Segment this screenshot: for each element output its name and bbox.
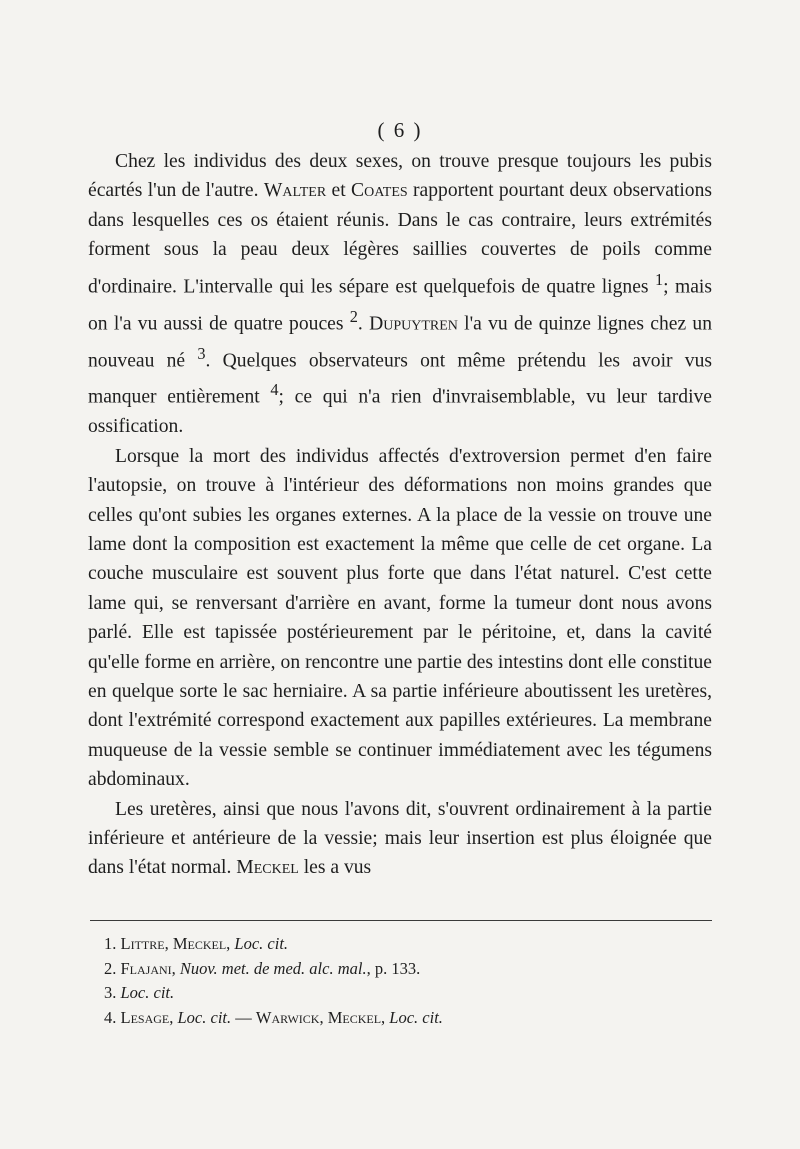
text-run: et — [326, 180, 352, 202]
text-run: Chez les individus des deux sexes, on trouve presque toujours les pubis écartés l'un de l'autre. — [88, 151, 712, 202]
text-run: , — [381, 1007, 390, 1027]
footnote — [104, 957, 704, 982]
footnote — [104, 932, 704, 957]
text-run: 3. — [104, 983, 121, 1002]
footnote-marker: 4 — [270, 380, 279, 400]
text-run: , — [226, 934, 235, 953]
footnote-marker: 2 — [349, 306, 358, 326]
footnote-marker: 1 — [654, 269, 664, 289]
italic-text: Nuov. met. de med. alc. mal. — [179, 958, 367, 978]
footnote-divider — [90, 920, 712, 921]
paragraph — [88, 442, 712, 795]
text-run: , — [319, 1007, 328, 1027]
text-run: l'a vu de quinze lignes chez un nouveau né — [88, 313, 713, 372]
author-name: Meckel — [327, 1007, 382, 1027]
footnotes — [104, 932, 704, 1030]
author-name: Lesage — [120, 1007, 170, 1027]
text-run: 4. — [104, 1007, 121, 1027]
text-run: 2. — [104, 958, 121, 978]
text-run: — — [231, 1007, 256, 1027]
text-run: rapportent pourtant deux observations dans lesquelles ces os étaient réunis. Dans le cas contraire, leurs extrémités forment sous la peau deux légères saillies couvertes de poils comme d'ordinaire. L'intervalle qui les sépare est quelquefois de quatre lignes — [88, 180, 713, 298]
text-run: ; mais on l'a vu aussi de quatre pouces — [88, 276, 712, 335]
text-run: , — [169, 1007, 178, 1027]
text-run: Les uretères, ainsi que nous l'avons dit, s'ouvrent ordinairement à la partie inférieure et antérieure de la vessie; mais leur insertion est plus éloignée que dans l'état normal. — [88, 798, 712, 879]
text-run: , — [171, 958, 180, 978]
text-run: . — [357, 313, 370, 335]
text-run: 1. — [104, 934, 121, 953]
footnote — [104, 1006, 704, 1031]
italic-text: Loc. cit. — [389, 1007, 443, 1027]
text-run: . Quelques observateurs ont même prétendu les avoir vus manquer entièrement — [88, 350, 712, 408]
text-run: Lorsque la mort des individus affectés d'extroversion permet d'en faire l'autopsie, on trouve à l'intérieur des déformations non moins grandes que celles qu'ont subies les organes externes. A la place de la vessie on trouve une lame dont la composition est exactement la même que celle de cet organe. La couche musculaire est souvent plus forte que dans l'état naturel. C'est cette lame qui, se renversant d'arrière en avant, forme la tumeur dont nous avons parlé. Elle est tapissée postérieurement par le péritoine, et, dans la cavité qu'elle forme en arrière, on rencontre une partie des intestins dont elle constitue en quelque sorte le sac herniaire. A sa partie inférieure aboutissent les uretères, dont l'extrémité correspond exactement aux papilles extérieures. La membrane muqueuse de la vessie semble se continuer immédiatement avec les tégumens abdominaux. — [88, 445, 712, 791]
author-name: Meckel — [236, 857, 299, 879]
author-name: Littre — [120, 934, 165, 953]
author-name: Flajani — [120, 958, 172, 978]
paragraph — [88, 147, 712, 442]
text-run: ; ce qui n'a rien d'invraisemblable, vu leur tardive ossification. — [88, 386, 713, 438]
text-run: , p. 133. — [366, 958, 421, 978]
page-number: ( 6 ) — [377, 118, 423, 142]
footnote — [104, 981, 704, 1006]
italic-text: Loc. cit. — [120, 983, 175, 1002]
author-name: Warwick — [255, 1007, 320, 1027]
footnote-marker: 3 — [197, 343, 206, 363]
body-text — [88, 147, 712, 883]
author-name: Meckel — [172, 934, 227, 953]
author-name: Dupuytren — [369, 313, 458, 335]
italic-text: Loc. cit. — [177, 1007, 232, 1027]
text-run: les a vus — [298, 857, 372, 879]
author-name: Walter — [263, 180, 327, 202]
author-name: Coates — [351, 180, 408, 202]
text-run: , — [164, 934, 173, 953]
paragraph — [88, 795, 712, 883]
italic-text: Loc. cit. — [234, 934, 289, 953]
